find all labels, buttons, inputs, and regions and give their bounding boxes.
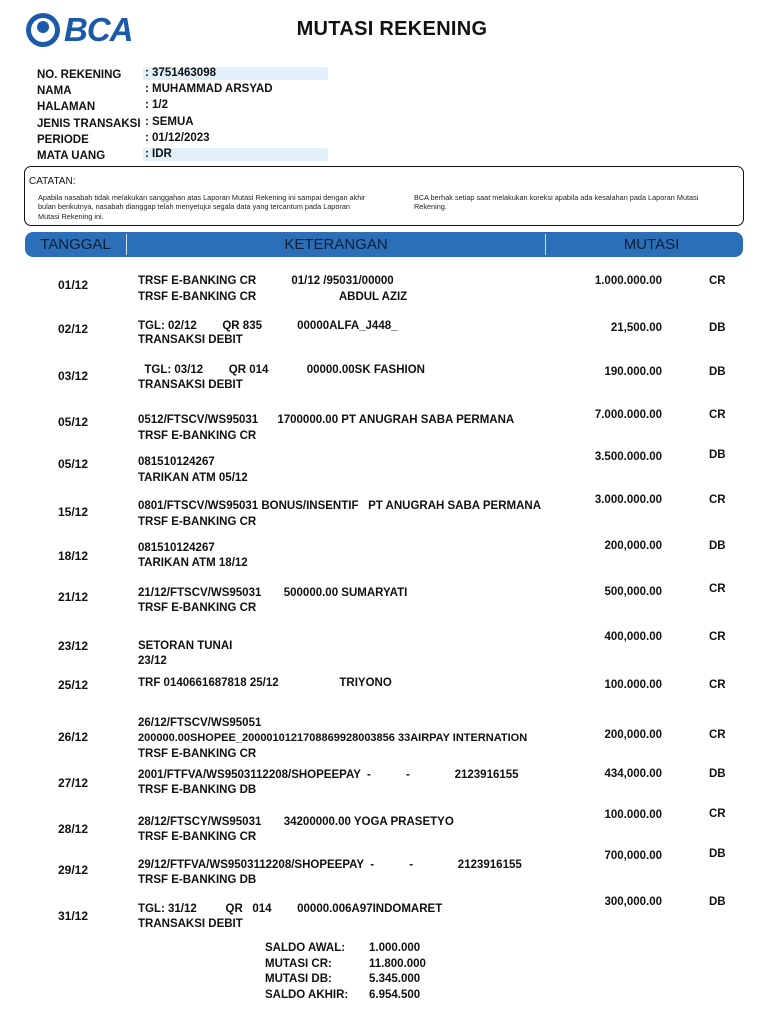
column-header-amount: MUTASI [623,236,680,253]
row-description-line2: TARIKAN ATM 18/12 [138,557,248,569]
table-row [0,540,768,584]
info-label: NO. REKENING [37,69,122,81]
summary-value: 5.345.000 [369,973,421,985]
row-description-line2: TRSF E-BANKING CR [138,516,257,528]
row-date: 01/12 [58,278,89,292]
page-title: MUTASI REKENING [296,18,488,40]
table-row [0,364,768,408]
table-row [0,850,768,894]
row-type: CR [709,275,726,287]
summary-value: 6.954.500 [369,988,421,1001]
row-amount: 190.000.00 [604,366,662,378]
row-type: CR [709,729,726,741]
row-description-line2: TRANSAKSI DEBIT [138,334,243,346]
info-value: : 3751463098 [143,67,328,80]
row-type: CR [709,808,726,820]
row-amount: 3.500.000.00 [594,451,662,463]
info-value: : IDR [143,148,328,161]
row-description-line2: TRANSAKSI DEBIT [138,379,243,391]
row-amount: 400,000.00 [604,631,662,643]
info-value: : 1/2 [145,99,169,112]
table-row [0,451,768,495]
row-description-line2: TRSF E-BANKING CR [138,602,257,614]
row-date: 21/12 [58,590,89,604]
table-row [0,275,768,319]
row-type: CR [709,583,726,595]
row-description-line1: TGL: 02/12 QR 835 00000ALFA_J448_ [138,320,398,332]
column-header-date: TANGGAL [40,236,111,253]
row-type: DB [709,322,726,334]
row-date: 23/12 [58,639,89,653]
row-type: CR [709,494,726,506]
row-description-line1: 29/12/FTFVA/WS9503112208/SHOPEEPAY - - 2123916155 [138,859,522,871]
row-description-line1: SETORAN TUNAI [138,640,233,652]
table-row [0,409,768,453]
row-amount: 200,000.00 [604,729,662,741]
row-description-line2: TRSF E-BANKING CR [138,831,257,843]
row-description-line1: TGL: 31/12 QR 014 00000.006A97INDOMARET [138,903,443,915]
row-amount: 200,000.00 [604,540,662,552]
info-label: HALAMAN [37,101,96,114]
row-description-line2: TRSF E-BANKING CR ABDUL AZIZ [138,291,408,303]
row-description-line2: TRSF E-BANKING DB [138,874,257,886]
info-label: MATA UANG [37,149,106,162]
row-date: 05/12 [58,415,89,429]
table-row [0,895,768,939]
summary-value: 11.800.000 [369,957,426,970]
row-description-line1: 081510124267 [138,542,215,554]
row-amount: 500,000.00 [604,586,662,598]
row-type: DB [709,848,726,860]
table-row [0,631,768,675]
summary-label: MUTASI DB: [265,973,332,985]
row-amount: 434,000.00 [604,768,662,780]
row-date: 05/12 [58,457,89,471]
table-row [0,768,768,812]
row-date: 03/12 [58,369,89,383]
row-description-line2: TRSF E-BANKING DB [138,784,257,796]
row-type: DB [709,768,726,780]
row-description-line2: TARIKAN ATM 05/12 [138,472,248,484]
row-type: CR [709,631,726,643]
row-description-line2: TRSF E-BANKING CR [138,430,257,442]
summary-label: MUTASI CR: [265,957,332,970]
info-label: JENIS TRANSAKSI [37,117,141,130]
row-amount: 100.000.00 [604,679,662,691]
row-description-line1: 26/12/FTSCV/WS95051 [138,717,262,729]
row-date: 29/12 [58,863,89,877]
table-row [0,494,768,538]
row-type: CR [709,679,726,691]
row-description-line1b: 200000.00SHOPEE_2000010121708869928003856 33AIRPAY INTERNATION [138,732,528,744]
row-description-line1: 28/12/FTSCY/WS95031 34200000.00 YOGA PRASETYO [138,816,454,828]
row-date: 15/12 [58,505,89,519]
row-description-line1: 0512/FTSCV/WS95031 1700000.00 PT ANUGRAH SABA PERMANA [138,414,515,426]
row-type: DB [709,366,726,378]
row-amount: 7.000.000.00 [594,409,662,421]
row-date: 26/12 [58,730,89,744]
row-type: DB [709,896,726,908]
row-description-line1: TRSF E-BANKING CR 01/12 /95031/00000 [138,275,394,287]
row-date: 18/12 [58,549,89,563]
row-type: DB [709,540,726,552]
row-amount: 700,000.00 [604,850,662,862]
row-description-line1: 2001/FTFVA/WS9503112208/SHOPEEPAY - - 2123916155 [138,769,519,781]
row-type: DB [709,449,726,461]
row-description-line2: 23/12 [138,655,167,667]
row-description-line1: TRF 0140661687818 25/12 TRIYONO [138,677,392,689]
info-value: : MUHAMMAD ARSYAD [145,83,273,96]
summary-label: SALDO AKHIR: [265,988,349,1001]
notes-title: CATATAN: [29,176,76,187]
table-row [0,320,768,364]
logo-text: BCA [64,11,133,48]
row-description-line1: TGL: 03/12 QR 014 00000.00SK FASHION [138,364,425,376]
info-label: NAMA [37,85,72,98]
notes-box [24,166,744,226]
info-value: : 01/12/2023 [145,131,210,144]
notes-left-text: Apabila nasabah tidak melakukan sanggahan atas Laporan Mutasi Rekening ini sampai dengan akhir bulan berikutnya, nasabah dianggap telah menyetujui segala data yang tercantum pada Laporan Mutasi Rekening ini. [38,193,366,221]
row-type: CR [709,409,726,421]
row-description-line2: TRSF E-BANKING CR [138,748,257,760]
summary-value: 1.000.000 [369,942,421,954]
table-header [25,232,743,257]
notes-right-text: BCA berhak setiap saat melakukan koreksi apabila ada kesalahan pada Laporan Mutasi Rekening. [414,193,699,212]
row-amount: 100.000.00 [604,809,662,821]
row-description-line1: 0801/FTSCV/WS95031 BONUS/INSENTIF PT ANUGRAH SABA PERMANA [138,500,541,512]
row-amount: 300,000.00 [604,896,662,908]
row-date: 31/12 [58,909,89,923]
row-date: 28/12 [58,822,89,836]
row-amount: 21,500.00 [610,322,662,334]
row-description-line1: 21/12/FTSCV/WS95031 500000.00 SUMARYATI [138,587,408,599]
table-row [0,584,768,628]
row-description-line2: TRANSAKSI DEBIT [138,918,243,930]
summary-label: SALDO AWAL: [265,942,346,954]
info-value: : SEMUA [145,115,194,128]
row-amount: 1.000.000.00 [594,275,662,287]
table-row [0,715,768,767]
row-amount: 3.000.000.00 [594,494,662,506]
column-header-description: KETERANGAN [284,236,388,253]
row-date: 02/12 [58,322,89,336]
row-date: 27/12 [58,776,89,790]
table-row [0,808,768,852]
info-label: PERIODE [37,133,89,146]
row-description-line1: 081510124267 [138,456,215,468]
row-date: 25/12 [58,678,89,692]
